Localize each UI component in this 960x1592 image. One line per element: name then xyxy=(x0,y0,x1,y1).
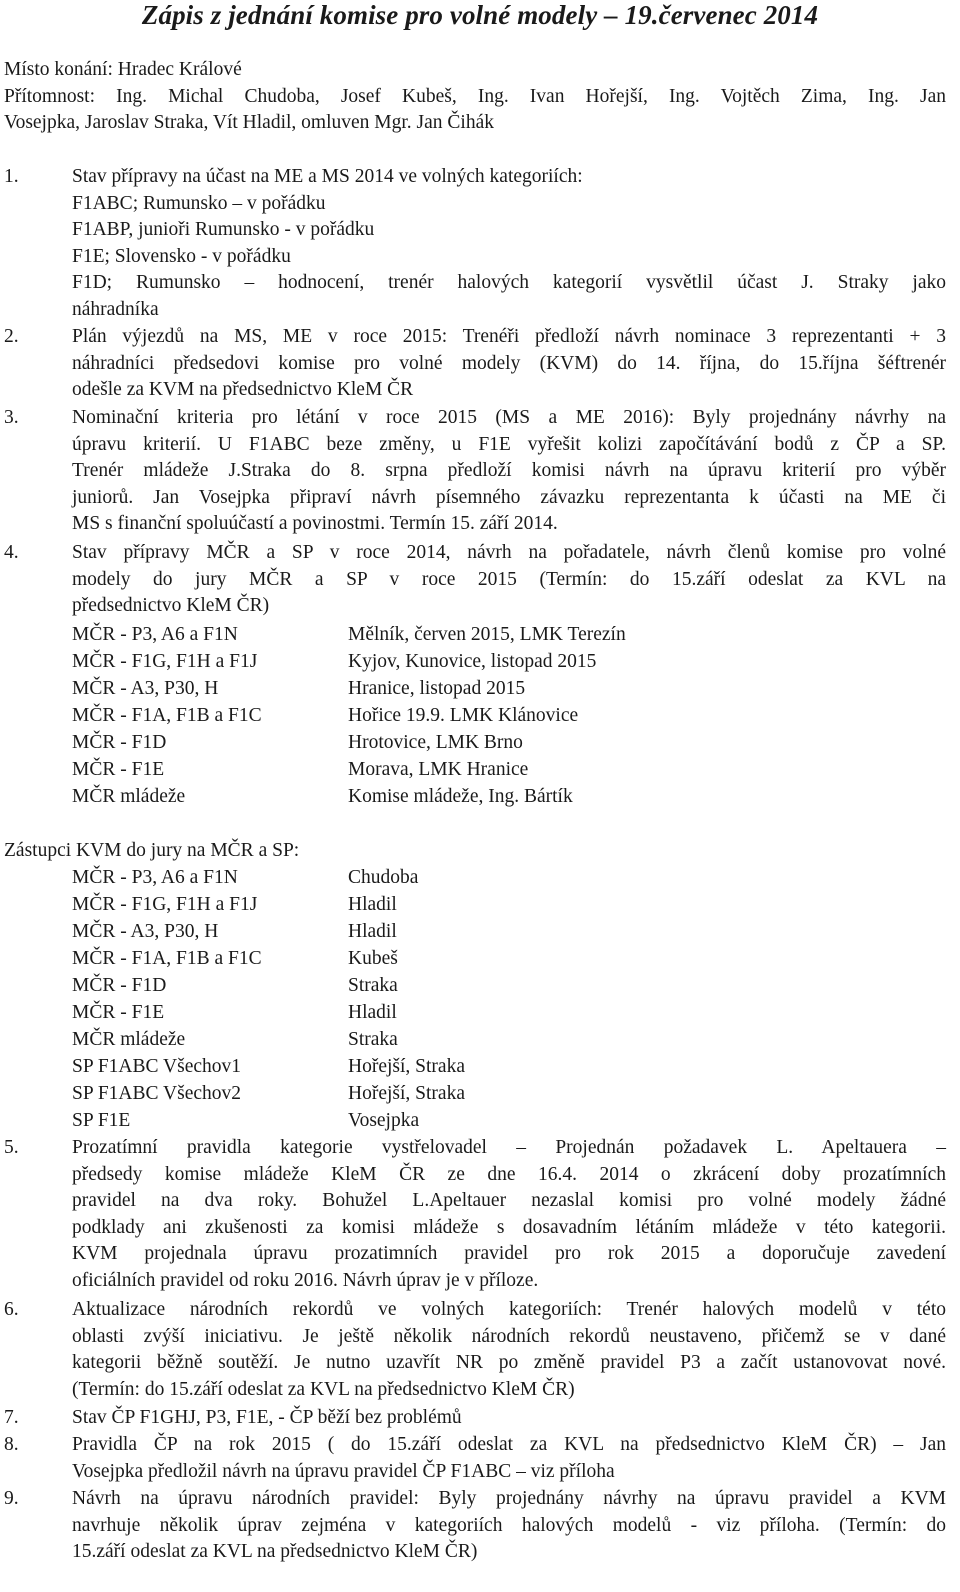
item-number: 4. xyxy=(4,542,19,563)
item-line: Nominační kriteria pro létání v roce 2015 (MS a ME 2016): Byly projednány návrhy na xyxy=(72,407,946,428)
item-line: navrhuje několik úprav zejména v kategoriích halových modelů - viz příloha. (Termín: do xyxy=(72,1514,946,1536)
item-line: předsedy komise mládeže KleM ČR ze dne 16.4. 2014 o zkrácení doby prozatímních xyxy=(72,1163,946,1185)
item-number: 3. xyxy=(4,407,19,428)
jury-row xyxy=(72,892,397,919)
jury-member: Straka xyxy=(348,1029,398,1050)
jury-category: SP F1ABC Všechov1 xyxy=(72,1056,242,1077)
jury-row xyxy=(72,973,398,1000)
jury-row xyxy=(72,1027,398,1054)
jury-row xyxy=(72,1081,465,1108)
item-line: 15.září odeslat za KVL na předsednictvo KleM ČR) xyxy=(72,1541,478,1563)
agenda-item-9 xyxy=(4,1486,946,1566)
organizer-category: MČR - F1E xyxy=(72,759,165,780)
jury-category: MČR - F1A, F1B a F1C xyxy=(72,948,262,969)
jury-member: Hladil xyxy=(348,1002,397,1023)
jury-member: Straka xyxy=(348,975,398,996)
item-line: náhradníci předsedovi komise pro volné modely (KVM) do 14. října, do 15.října šéftrenér xyxy=(72,352,946,374)
item-line: F1ABP, junioři Rumunsko - v pořádku xyxy=(72,219,375,241)
item-line: odešle za KVM na předsednictvo KleM ČR xyxy=(72,379,414,401)
item-line: (Termín: do 15.září odeslat za KVL na předsednictvo KleM ČR) xyxy=(72,1378,575,1400)
jury-category: MČR - P3, A6 a F1N xyxy=(72,867,238,888)
item-line: úpravu kriterií. U F1ABC beze změny, u F1E vyřešit kolizi započítávání bodů z ČP a SP. xyxy=(72,433,946,455)
item-number: 1. xyxy=(4,166,19,187)
jury-row xyxy=(72,865,418,892)
jury-category: SP F1E xyxy=(72,1110,131,1131)
item-line: oficiálních pravidel od roku 2016. Návrh úprav je v příloze. xyxy=(72,1269,539,1291)
agenda-item-4 xyxy=(4,540,946,620)
agenda-item-3 xyxy=(4,405,946,538)
agenda-item-1 xyxy=(4,164,946,324)
attendance-line-1: Přítomnost: Ing. Michal Chudoba, Josef Kubeš, Ing. Ivan Hořejší, Ing. Vojtěch Zima, Ing. Jan xyxy=(4,85,946,107)
item-line: F1E; Slovensko - v pořádku xyxy=(72,245,291,267)
item-line: Pravidla ČP na rok 2015 ( do 15.září odeslat za KVL na předsednictvo KleM ČR) – Jan xyxy=(72,1434,946,1455)
item-line: Vosejpka předložil návrh na úpravu pravidel ČP F1ABC – viz příloha xyxy=(72,1460,615,1482)
organizer-category: MČR - F1G, F1H a F1J xyxy=(72,651,258,672)
agenda-item-5 xyxy=(4,1135,946,1295)
item-line: Prozatímní pravidla kategorie vystřelovadel – Projednán požadavek L. Apeltauera – xyxy=(72,1137,946,1158)
item-line: podklady ani zkušenosti za komisi mládeže s dosavadním létáním mládeže v této kategorii. xyxy=(72,1216,946,1238)
item-line: Návrh na úpravu národních pravidel: Byly projednány návrhy na úpravu pravidel a KVM xyxy=(72,1488,946,1509)
jury-member: Hladil xyxy=(348,894,397,915)
item-line: KVM projednala úpravu prozatimních pravidel pro rok 2015 a doporučuje zavedení xyxy=(72,1243,946,1265)
jury-category: MČR - F1E xyxy=(72,1002,165,1023)
agenda-item-6 xyxy=(4,1297,946,1403)
document-title: Zápis z jednání komise pro volné modely – 19.červenec 2014 xyxy=(141,0,819,30)
jury-member: Hořejší, Straka xyxy=(348,1056,465,1077)
item-line: F1ABC; Rumunsko – v pořádku xyxy=(72,192,326,214)
jury-row xyxy=(72,1054,465,1081)
agenda-item-8 xyxy=(4,1432,946,1485)
jury-section xyxy=(4,838,946,865)
item-number: 2. xyxy=(4,326,19,347)
jury-category: SP F1ABC Všechov2 xyxy=(72,1083,242,1104)
jury-row xyxy=(72,1000,397,1027)
jury-member: Hořejší, Straka xyxy=(348,1083,465,1104)
organizer-row xyxy=(72,649,596,676)
attendance-line-2: Vosejpka, Jaroslav Straka, Vít Hladil, omluven Mgr. Jan Čihák xyxy=(4,112,494,134)
jury-member: Chudoba xyxy=(348,867,419,888)
jury-category: MČR - A3, P30, H xyxy=(72,921,219,942)
item-number: 7. xyxy=(4,1407,19,1428)
organizer-category: MČR mládeže xyxy=(72,786,186,807)
jury-row xyxy=(72,1108,419,1135)
jury-member: Vosejpka xyxy=(348,1110,420,1131)
organizer-value: Hořice 19.9. LMK Klánovice xyxy=(348,705,579,726)
organizer-value: Morava, LMK Hranice xyxy=(348,759,529,780)
jury-category: MČR mládeže xyxy=(72,1029,186,1050)
organizer-row xyxy=(72,784,573,811)
organizer-category: MČR - P3, A6 a F1N xyxy=(72,624,238,645)
item-line: F1D; Rumunsko – hodnocení, trenér halových kategorií vysvětlil účast J. Straky jako xyxy=(72,272,946,294)
jury-member: Kubeš xyxy=(348,948,398,969)
item-line: náhradníka xyxy=(72,298,159,320)
item-line: oblasti zvýší iniciativu. Je ještě několik národních rekordů neustaveno, přičemž se v dané xyxy=(72,1325,946,1347)
item-line: Plán výjezdů na MS, ME v roce 2015: Trenéři předloží návrh nominace 3 reprezentanti + 3 xyxy=(72,326,946,347)
jury-member: Hladil xyxy=(348,921,397,942)
item-line: Stav ČP F1GHJ, P3, F1E, - ČP běží bez problémů xyxy=(72,1407,462,1428)
organizer-value: Komise mládeže, Ing. Bártík xyxy=(348,786,573,807)
item-number: 6. xyxy=(4,1299,19,1320)
organizer-category: MČR - F1A, F1B a F1C xyxy=(72,705,262,726)
organizer-value: Hrotovice, LMK Brno xyxy=(348,732,523,753)
organizer-row xyxy=(72,757,528,784)
organizer-category: MČR - A3, P30, H xyxy=(72,678,219,699)
meeting-header xyxy=(4,57,946,137)
item-number: 9. xyxy=(4,1488,19,1509)
item-line: juniorů. Jan Vosejpka připraví návrh písemného závazku reprezentanta k účasti na ME či xyxy=(72,486,946,508)
organizer-row xyxy=(72,730,523,757)
item-line: Stav přípravy na účast na ME a MS 2014 ve volných kategoriích: xyxy=(72,166,583,187)
jury-row xyxy=(72,946,398,973)
organizer-row xyxy=(72,703,578,730)
jury-row xyxy=(72,919,397,946)
item-number: 8. xyxy=(4,1434,19,1455)
item-line: MS s finanční spoluúčastí a povinostmi. Termín 15. září 2014. xyxy=(72,513,558,535)
organizer-category: MČR - F1D xyxy=(72,732,167,753)
organizer-value: Hranice, listopad 2015 xyxy=(348,678,526,699)
item-line: modely do jury MČR a SP v roce 2015 (Termín: do 15.září odeslat za KVL na xyxy=(72,568,946,590)
organizer-row xyxy=(72,622,626,649)
item-line: předsednictvo KleM ČR) xyxy=(72,595,270,617)
item-line: Stav přípravy MČR a SP v roce 2014, návrh na pořadatele, návrh členů komise pro volné xyxy=(72,542,946,563)
item-line: pravidel na dva roky. Bohužel L.Apeltauer nezaslal komisi pro volné modely žádné xyxy=(72,1190,946,1212)
jury-category: MČR - F1G, F1H a F1J xyxy=(72,894,258,915)
item-line: Trenér mládeže J.Straka do 8. srpna předloží komisi návrh na úpravu kriterií pro výběr xyxy=(72,460,946,482)
agenda-item-7 xyxy=(4,1405,946,1432)
organizer-row xyxy=(72,676,525,703)
organizer-value: Mělník, červen 2015, LMK Terezín xyxy=(348,624,626,645)
jury-category: MČR - F1D xyxy=(72,975,167,996)
agenda-item-2 xyxy=(4,324,946,404)
item-line: Aktualizace národních rekordů ve volných kategoriích: Trenér halových modelů v této xyxy=(72,1299,946,1320)
meeting-location: Místo konání: Hradec Králové xyxy=(4,59,242,80)
item-line: kategorii běžně soutěží. Je nutno uzavřít NR po změně pravidel P3 a začít ustanovovat nové. xyxy=(72,1352,946,1374)
item-number: 5. xyxy=(4,1137,19,1158)
jury-heading: Zástupci KVM do jury na MČR a SP: xyxy=(4,840,300,861)
organizer-value: Kyjov, Kunovice, listopad 2015 xyxy=(348,651,597,672)
